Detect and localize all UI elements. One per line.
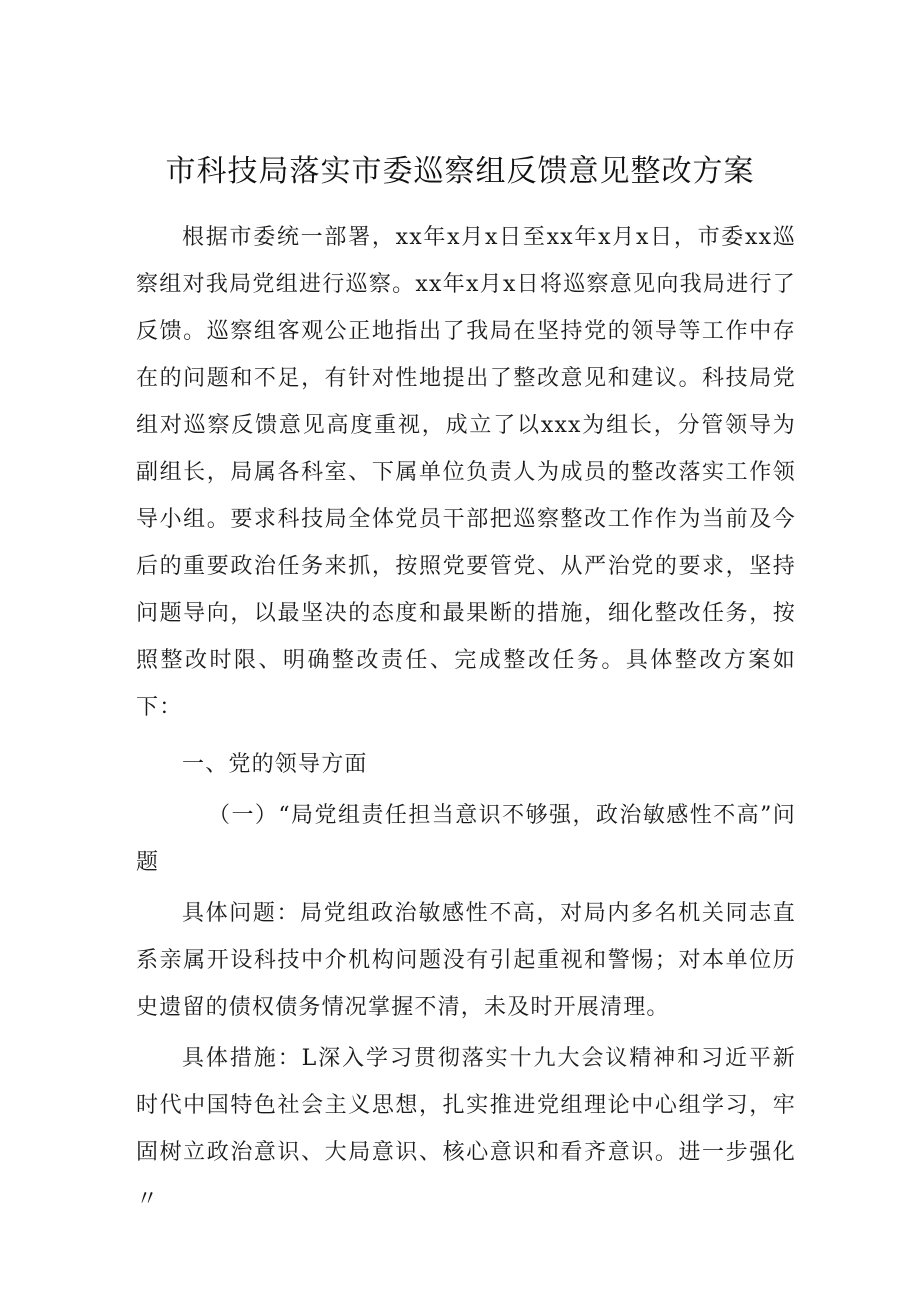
specific-problem-paragraph: 具体问题：局党组政治敏感性不高，对局内多名机关同志直系亲属开设科技中介机构问题没有引起重视和警惕；对本单位历史遗留的债权债务情况掌握不清，未及时开展清理。	[136, 901, 796, 1020]
subsection-heading-1: （一）“局党组责任担当意识不够强，政治敏感性不高”问题	[136, 803, 796, 875]
section-heading-party-leadership: 一、党的领导方面	[182, 752, 368, 777]
document-body	[136, 214, 796, 1223]
specific-measures-paragraph: 具体措施：L深入学习贯彻落实十九大会议精神和习近平新时代中国特色社会主义思想，扎实推进党组理论中心组学习，牢固树立政治意识、大局意识、核心意识和看齐意识。进一步强化〃	[136, 1046, 796, 1212]
intro-paragraph: 根据市委统一部署，xx年x月x日至xx年x月x日，市委xx巡察组对我局党组进行巡察。xx年x月x日将巡察意见向我局进行了反馈。巡察组客观公正地指出了我局在坚持党的领导等工作中存在的问题和不足，有针对性地提出了整改意见和建议。科技局党组对巡察反馈意见高度重视，成立了以xxx为组长，分管领导为副组长，局属各科室、下属单位负责人为成员的整改落实工作领导小组。要求科技局全体党员干部把巡察整改工作作为当前及今后的重要政治任务来抓，按照党要管党、从严治党的要求，坚持问题导向，以最坚决的态度和最果断的措施，细化整改任务，按照整改时限、明确整改责任、完成整改任务。具体整改方案如下：	[136, 225, 796, 720]
document-title: 市科技局落实市委巡察组反馈意见整改方案	[165, 154, 755, 189]
